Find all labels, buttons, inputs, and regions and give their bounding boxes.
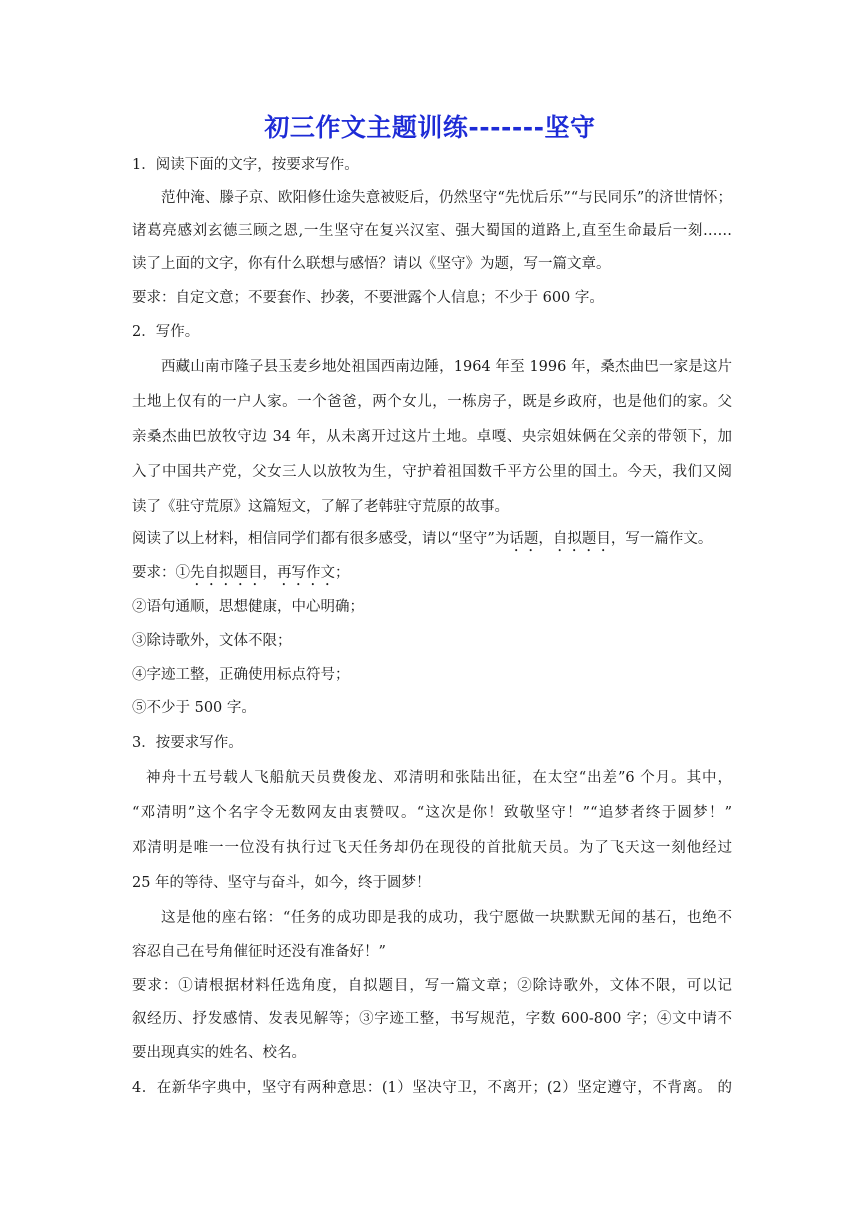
q2-requirement-1-suffix: ； bbox=[335, 565, 350, 581]
q3-material-line-4: 25 年的等待、坚守与奋斗，如今，终于圆梦！ bbox=[132, 875, 431, 891]
q1-paragraph-line-2: 诸葛亮感刘玄德三顾之恩,一生坚守在复兴汉室、强大蜀国的道路上,直至生命最后一刻…… bbox=[132, 223, 732, 239]
q1-paragraph-line-3: 读了上面的文字，你有什么联想与感悟？请以《坚守》为题，写一篇文章。 bbox=[132, 256, 611, 272]
q3-material-line-1: 神舟十五号载人飞船航天员费俊龙、邓清明和张陆出征，在太空“出差”6 个月。其中， bbox=[146, 770, 732, 786]
q3-material-line-2: “邓清明”这个名字令无数网友由衷赞叹。“这次是你！致敬坚守！”“追梦者终于圆梦！” bbox=[132, 805, 732, 821]
q2-requirement-4: ④字迹工整，正确使用标点符号； bbox=[132, 667, 350, 683]
q3-motto-line-2: 容忍自己在号角催征时还没有准备好！” bbox=[132, 944, 386, 960]
q2-prompt-part-2: ， bbox=[538, 531, 553, 547]
q3-requirements-line-1: 要求：①请根据材料任选角度，自拟题目，写一篇文章；②除诗歌外，文体不限，可以记 bbox=[132, 978, 732, 994]
q2-prompt-part-3: ，写一篇作文。 bbox=[610, 531, 713, 547]
q2-material-line-1: 西藏山南市隆子县玉麦乡地处祖国西南边陲，1964 年至 1996 年，桑杰曲巴一家是这片 bbox=[161, 359, 732, 375]
q2-material-line-2: 土地上仅有的一户人家。一个爸爸，两个女儿，一栋房子，既是乡政府，也是他们的家。父 bbox=[132, 394, 732, 410]
q2-heading: 2．写作。 bbox=[132, 324, 200, 340]
q3-requirements-line-3: 要出现真实的姓名、校名。 bbox=[132, 1045, 306, 1061]
q2-material-line-4: 入了中国共产党，父女三人以放牧为生，守护着祖国数千平方公里的国土。今天，我们又阅 bbox=[132, 464, 732, 480]
q2-requirement-1-prefix: 要求：① bbox=[132, 565, 190, 581]
q2-material-line-5: 读了《驻守荒原》这篇短文，了解了老韩驻守荒原的故事。 bbox=[132, 499, 509, 515]
q2-prompt bbox=[132, 529, 732, 549]
q2-material-line-3: 亲桑杰曲巴放牧守边 34 年，从未离开过这片土地。卓嘎、央宗姐妹俩在父亲的带领下，加 bbox=[132, 429, 732, 445]
q2-prompt-part-1: 阅读了以上材料，相信同学们都有很多感受，请以“坚守”为 bbox=[132, 531, 510, 547]
q2-requirement-1 bbox=[132, 563, 732, 583]
document-title: 初三作文主题训练-------坚守 bbox=[264, 113, 596, 142]
q4-line-1: 4．在新华字典中，坚守有两种意思：(1）坚决守卫，不离开；(2）坚定遵守，不背离。 的 bbox=[132, 1080, 732, 1096]
q2-requirement-2: ②语句通顺，思想健康，中心明确； bbox=[132, 599, 364, 615]
q2-prompt-emphasis-topic: 话题 bbox=[509, 531, 539, 547]
q2-requirement-5: ⑤不少于 500 字。 bbox=[132, 700, 256, 716]
q1-heading: 1．阅读下面的文字，按要求写作。 bbox=[132, 157, 359, 173]
q3-motto-line-1: 这是他的座右铭：“任务的成功即是我的成功，我宁愿做一块默默无闻的基石，也绝不 bbox=[161, 910, 732, 926]
q3-requirements-line-2: 叙经历、抒发感情、发表见解等；③字迹工整，书写规范，字数 600-800 字；④文中请不 bbox=[132, 1011, 732, 1027]
q1-requirements: 要求：自定文意；不要套作、抄袭，不要泄露个人信息；不少于 600 字。 bbox=[132, 290, 604, 306]
q2-requirement-1-emphasis: 先自拟题目，再写作文 bbox=[190, 565, 335, 581]
q3-material-line-3: 邓清明是唯一一位没有执行过飞天任务却仍在现役的首批航天员。为了飞天这一刻他经过 bbox=[132, 840, 732, 856]
q3-heading: 3．按要求写作。 bbox=[132, 735, 243, 751]
q1-paragraph-line-1: 范仲淹、滕子京、欧阳修仕途失意被贬后，仍然坚守“先忧后乐”“与民同乐”的济世情怀； bbox=[161, 190, 732, 206]
q2-prompt-emphasis-title: 自拟题目 bbox=[552, 531, 611, 547]
q2-requirement-3: ③除诗歌外，文体不限； bbox=[132, 633, 292, 649]
